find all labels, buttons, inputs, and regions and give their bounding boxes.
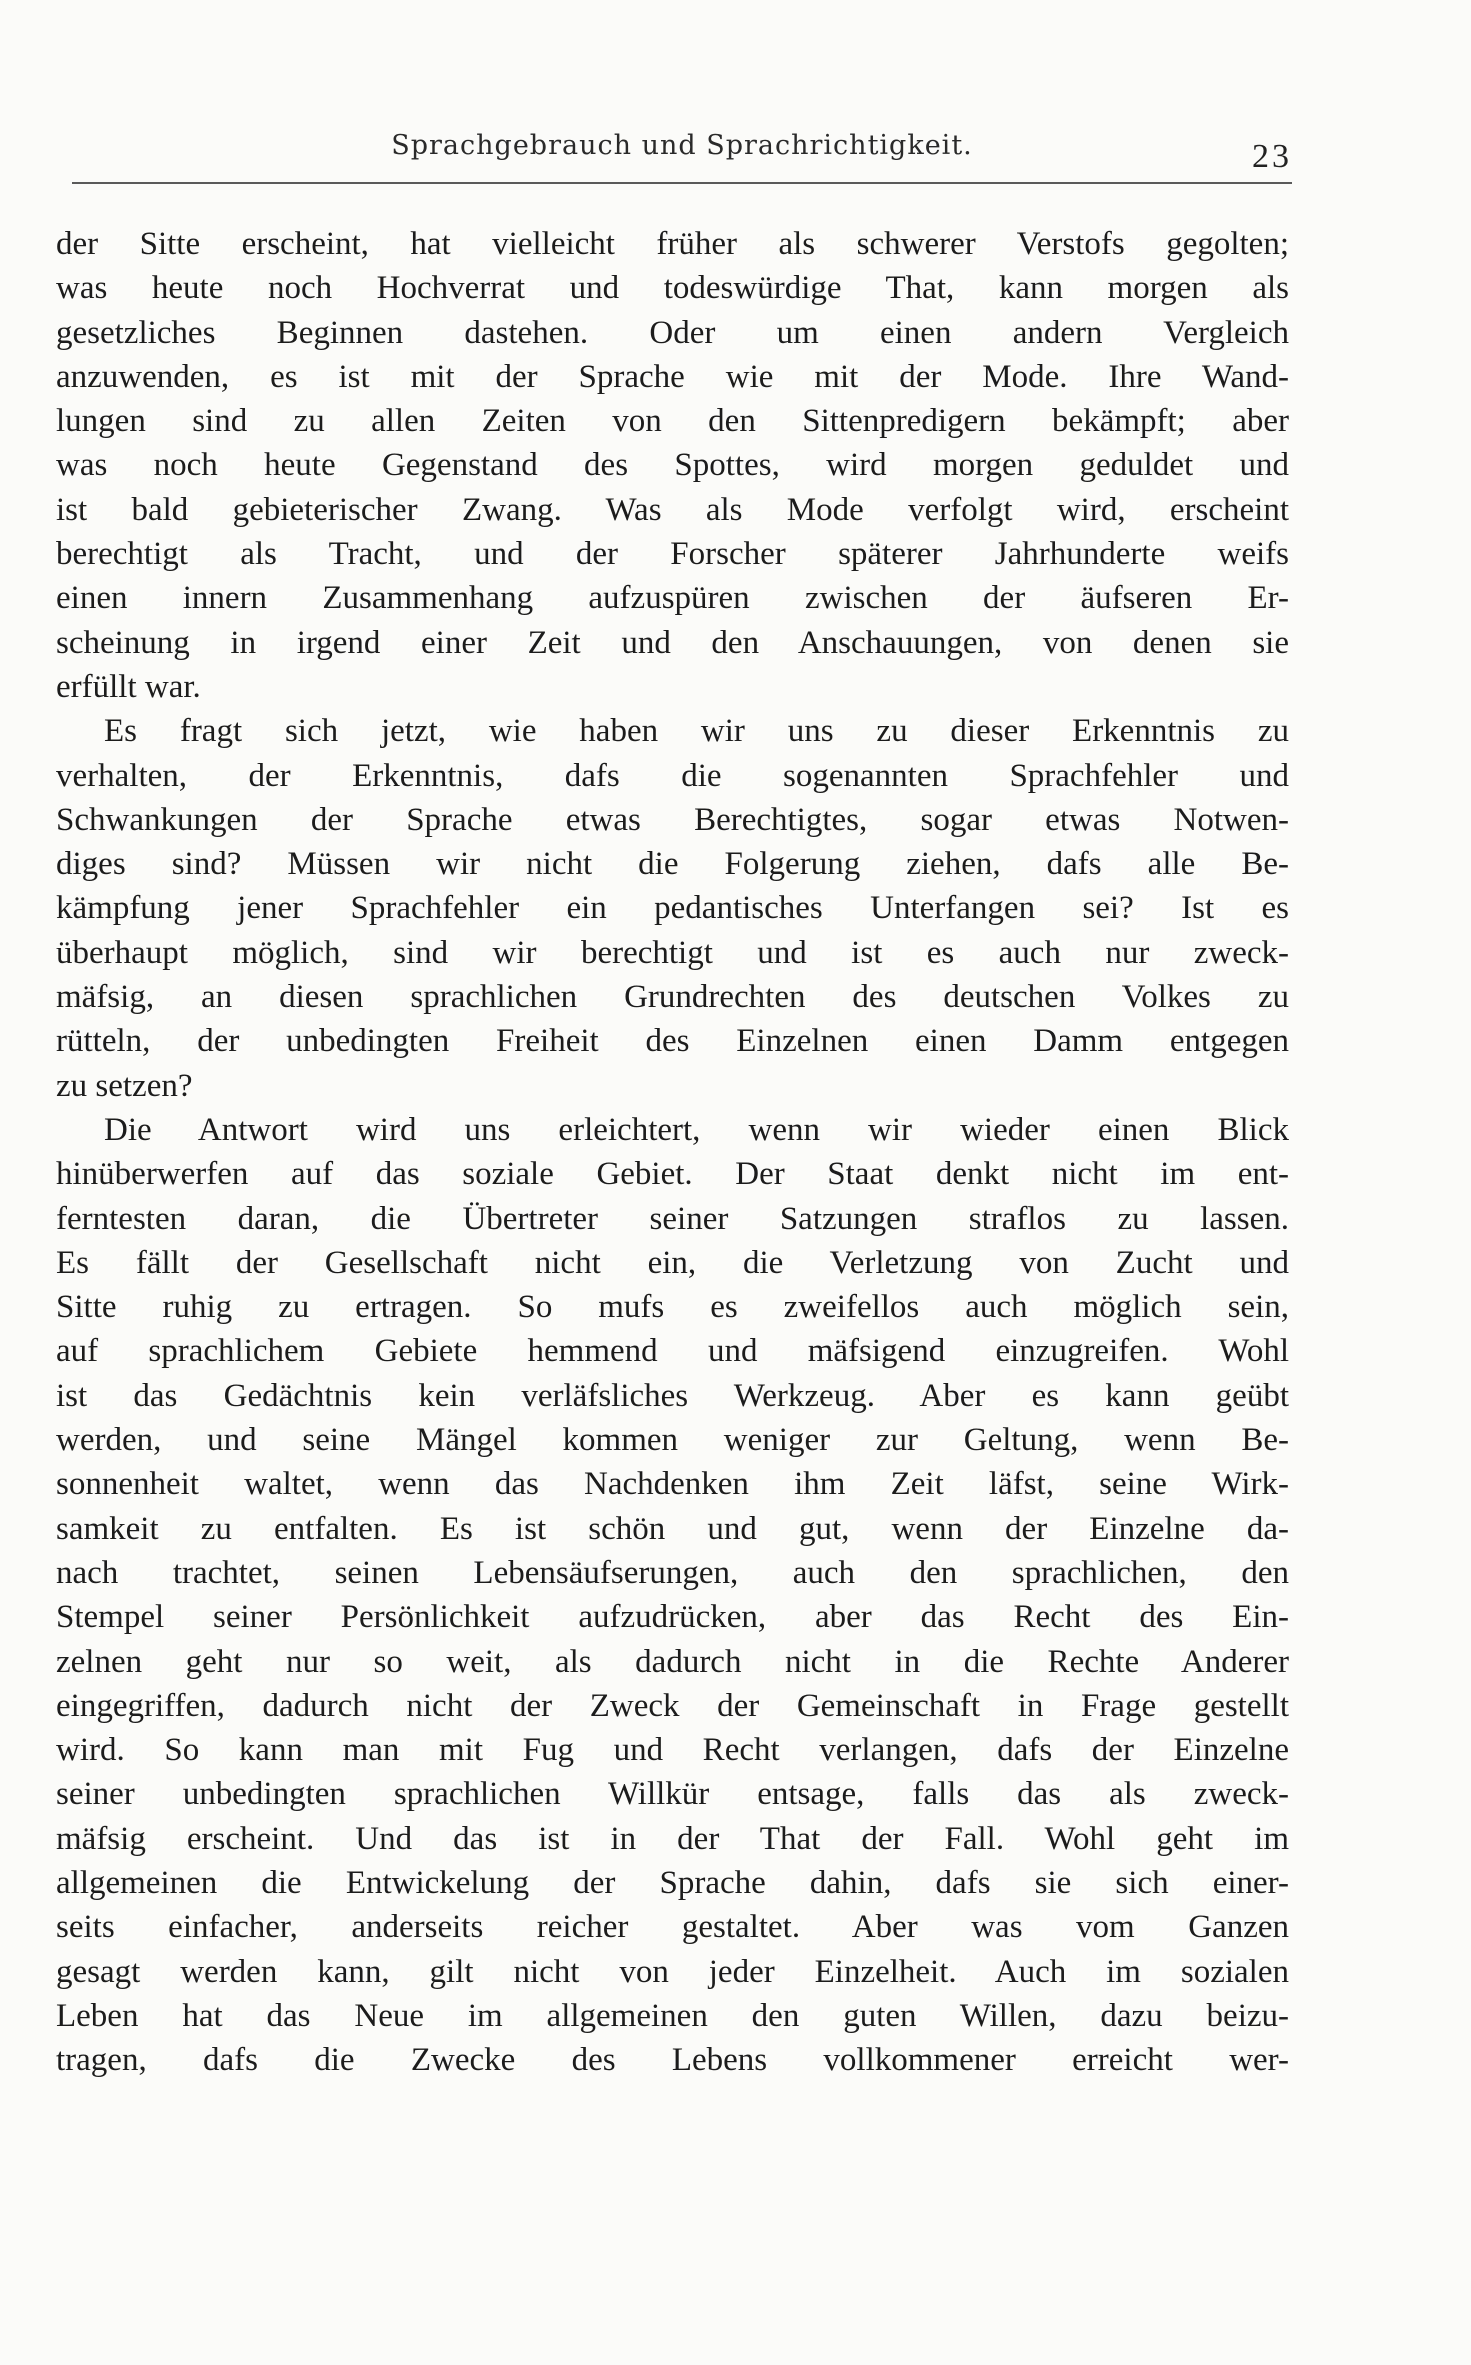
text-line: rütteln, der unbedingten Freiheit des Einzelnen einen Damm entgegen	[56, 1023, 1289, 1060]
text-line: scheinung in irgend einer Zeit und den Anschauungen, von denen sie	[56, 624, 1289, 661]
text-line: lungen sind zu allen Zeiten von den Sittenpredigern bekämpft; aber	[56, 403, 1289, 440]
text-line: samkeit zu entfalten. Es ist schön und gut, wenn der Einzelne da-	[56, 1510, 1289, 1547]
text-line: zelnen geht nur so weit, als dadurch nicht in die Rechte Anderer	[56, 1643, 1289, 1680]
text-line: berechtigt als Tracht, und der Forscher späterer Jahrhunderte weifs	[56, 536, 1289, 573]
text-line: Es fällt der Gesellschaft nicht ein, die Verletzung von Zucht und	[56, 1244, 1289, 1281]
text-line: eingegriffen, dadurch nicht der Zweck der Gemeinschaft in Frage gestellt	[56, 1687, 1289, 1724]
text-line: kämpfung jener Sprachfehler ein pedantisches Unterfangen sei? Ist es	[56, 890, 1289, 927]
text-line: nach trachtet, seinen Lebensäufserungen, auch den sprachlichen, den	[56, 1554, 1289, 1591]
text-line: gesagt werden kann, gilt nicht von jeder Einzelheit. Auch im sozialen	[56, 1953, 1289, 1990]
text-line: was heute noch Hochverrat und todeswürdige That, kann morgen als	[56, 270, 1289, 307]
text-line: seits einfacher, anderseits reicher gestaltet. Aber was vom Ganzen	[56, 1909, 1289, 1946]
text-line: auf sprachlichem Gebiete hemmend und mäfsigend einzugreifen. Wohl	[56, 1333, 1289, 1370]
text-line: allgemeinen die Entwickelung der Sprache dahin, dafs sie sich einer-	[56, 1864, 1289, 1901]
text-line: Sitte ruhig zu ertragen. So mufs es zweifellos auch möglich sein,	[56, 1289, 1289, 1326]
text-line: sonnenheit waltet, wenn das Nachdenken ihm Zeit läfst, seine Wirk-	[56, 1466, 1289, 1503]
text-line: diges sind? Müssen wir nicht die Folgerung ziehen, dafs alle Be-	[56, 846, 1289, 883]
running-title: Sprachgebrauch und Sprachrichtigkeit.	[391, 130, 973, 161]
text-line: tragen, dafs die Zwecke des Lebens vollkommener erreicht wer-	[56, 2042, 1289, 2079]
text-line: ist bald gebieterischer Zwang. Was als Mode verfolgt wird, erscheint	[56, 491, 1289, 528]
paragraph-end-line: erfüllt war.	[56, 668, 201, 705]
paragraph-end-line: zu setzen?	[56, 1067, 193, 1104]
text-line: mäfsig erscheint. Und das ist in der That der Fall. Wohl geht im	[56, 1820, 1289, 1857]
text-line: verhalten, der Erkenntnis, dafs die sogenannten Sprachfehler und	[56, 757, 1289, 794]
text-line: gesetzliches Beginnen dastehen. Oder um einen andern Vergleich	[56, 314, 1289, 351]
text-line: wird. So kann man mit Fug und Recht verlangen, dafs der Einzelne	[56, 1732, 1289, 1769]
paragraph-start-line: Die Antwort wird uns erleichtert, wenn wir wieder einen Blick	[104, 1111, 1289, 1148]
text-line: was noch heute Gegenstand des Spottes, wird morgen geduldet und	[56, 447, 1289, 484]
page-number: 23	[1252, 138, 1292, 175]
text-line: überhaupt möglich, sind wir berechtigt und ist es auch nur zweck-	[56, 934, 1289, 971]
text-line: werden, und seine Mängel kommen weniger zur Geltung, wenn Be-	[56, 1422, 1289, 1459]
text-line: Schwankungen der Sprache etwas Berechtigtes, sogar etwas Notwen-	[56, 801, 1289, 838]
text-line: der Sitte erscheint, hat vielleicht früher als schwerer Verstofs gegolten;	[56, 226, 1289, 262]
paragraph-start-line: Es fragt sich jetzt, wie haben wir uns zu dieser Erkenntnis zu	[104, 713, 1289, 750]
text-line: ist das Gedächtnis kein verläfsliches Werkzeug. Aber es kann geübt	[56, 1377, 1289, 1414]
running-head	[72, 130, 1292, 184]
text-line: einen innern Zusammenhang aufzuspüren zwischen der äufseren Er-	[56, 580, 1289, 617]
text-line: Leben hat das Neue im allgemeinen den guten Willen, dazu beizu-	[56, 1997, 1289, 2034]
text-line: ferntesten daran, die Übertreter seiner Satzungen straflos zu lassen.	[56, 1200, 1289, 1237]
text-line: anzuwenden, es ist mit der Sprache wie mit der Mode. Ihre Wand-	[56, 358, 1289, 395]
body-text	[56, 222, 1289, 2082]
text-line: hinüberwerfen auf das soziale Gebiet. Der Staat denkt nicht im ent-	[56, 1156, 1289, 1193]
text-line: seiner unbedingten sprachlichen Willkür entsage, falls das als zweck-	[56, 1776, 1289, 1813]
text-line: Stempel seiner Persönlichkeit aufzudrücken, aber das Recht des Ein-	[56, 1599, 1289, 1636]
text-line: mäfsig, an diesen sprachlichen Grundrechten des deutschen Volkes zu	[56, 979, 1289, 1016]
